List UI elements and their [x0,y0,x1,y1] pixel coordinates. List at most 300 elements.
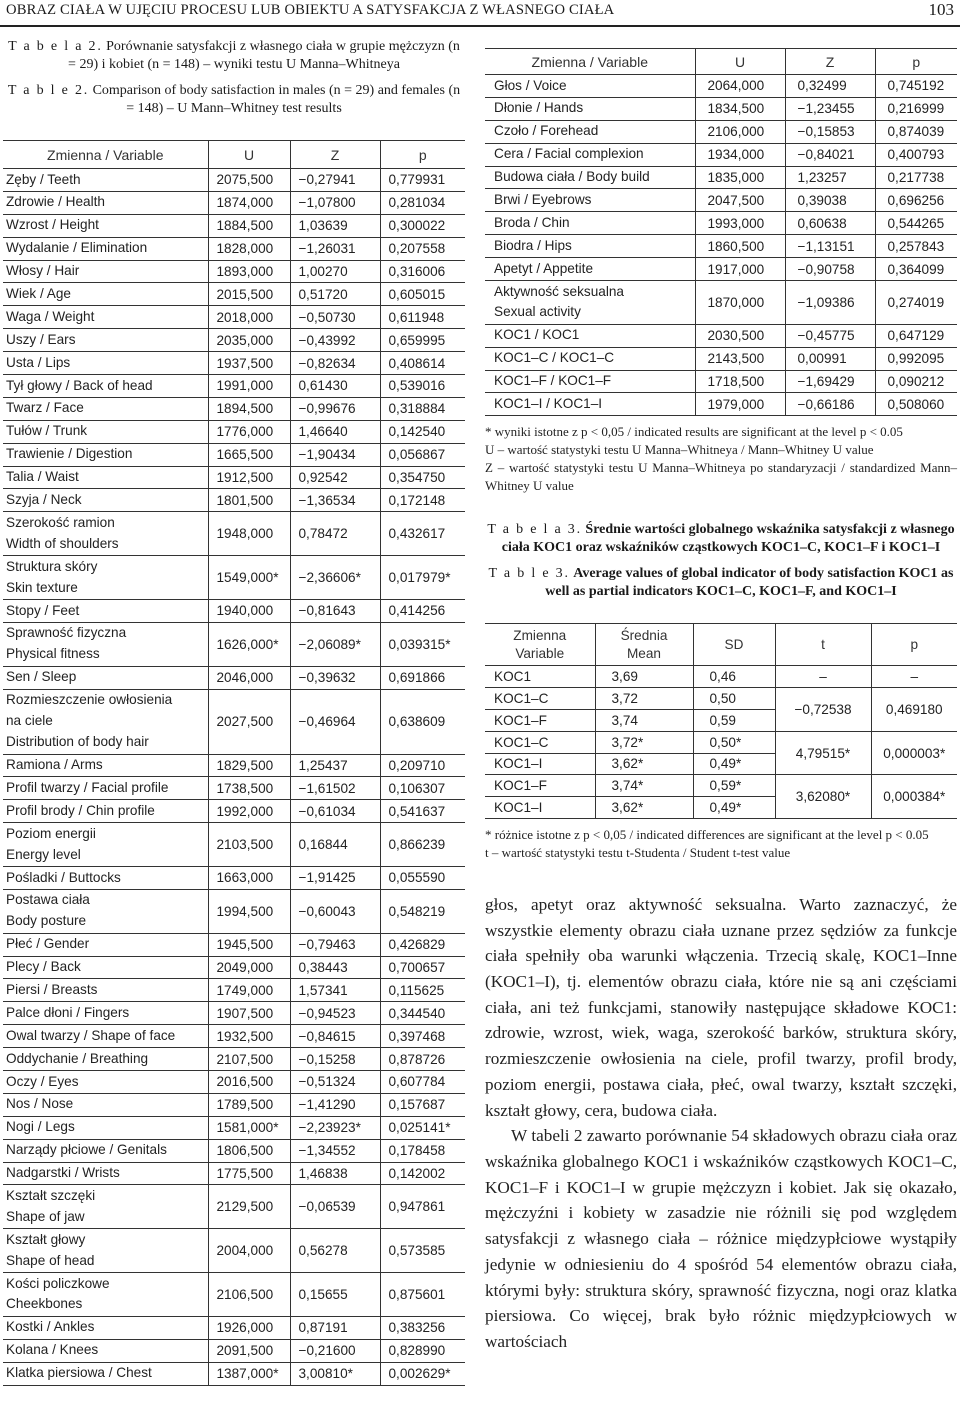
table-row [3,1339,465,1362]
table2-note: Z – wartość statystyki testu U Manna–Whitneya po standaryzacji / standardized Mann–Whitney U value [485,460,957,494]
cell-variable [3,1116,208,1139]
cell-p: 0,875601 [380,1273,465,1317]
cell-u: 2027,500 [208,689,290,754]
cell-variable [485,97,695,120]
cell-u: 1994,500 [208,889,290,933]
table-row [3,1093,465,1116]
table-row [3,1362,465,1385]
cell-p: 0,947861 [380,1185,465,1229]
cell-p: 0,426829 [380,933,465,956]
table-row [3,466,465,489]
table-row [485,97,957,120]
cell-p: 0,209710 [380,754,465,777]
cell-variable-line: Shape of jaw [6,1208,85,1224]
cell-variable [3,1162,208,1185]
col-header-variable-en: Variable [515,645,565,661]
cell-p: 0,866239 [380,823,465,867]
cell-variable-line: Tułów / Trunk [6,423,88,439]
col-header-variable-pl: Zmienna [513,627,567,643]
cell-variable [3,237,208,260]
cell-variable-line: Sprawność fizyczna [6,625,127,641]
cell-z: −0,84021 [785,143,875,166]
cell-z: −0,39632 [290,666,380,689]
table-row [3,689,465,754]
cell-variable: KOC1 [485,666,595,688]
cell-z: 3,00810* [290,1362,380,1385]
cell-u: 2046,000 [208,666,290,689]
table-row [3,1048,465,1071]
cell-t: 3,62080* [775,775,871,819]
cell-mean: 3,74 [595,709,693,731]
cell-p: 0,508060 [875,393,957,416]
cell-z: 1,57341 [290,979,380,1002]
cell-z: −0,51324 [290,1071,380,1094]
table-row [485,370,957,393]
cell-p: 0,638609 [380,689,465,754]
cell-variable-line: Kostki / Ankles [6,1319,95,1335]
table-row [3,754,465,777]
cell-u: 1828,000 [208,237,290,260]
cell-p: 0,659995 [380,329,465,352]
table-row [3,1025,465,1048]
col-header-u: U [695,49,785,75]
cell-variable [485,212,695,235]
table-row [3,823,465,867]
cell-p: 0,056867 [380,443,465,466]
cell-variable [3,489,208,512]
cell-variable-line: Nadgarstki / Wrists [6,1165,120,1181]
cell-u: 1835,000 [695,166,785,189]
cell-z: −1,41290 [290,1093,380,1116]
cell-sd: 0,59 [693,709,775,731]
cell-mean: 3,72 [595,688,693,710]
table3 [485,623,957,819]
cell-variable-line: Szerokość ramion [6,514,115,530]
cell-variable-line: Profil twarzy / Facial profile [6,779,169,795]
cell-variable-line: Stopy / Feet [6,602,80,618]
cell-variable-line: Kości policzkowe [6,1275,110,1291]
table-row [3,979,465,1002]
cell-u: 1665,500 [208,443,290,466]
cell-variable [3,329,208,352]
cell-u: 1549,000* [208,556,290,600]
cell-variable [3,689,208,754]
cell-variable [485,393,695,416]
table3-caption-pl [485,521,957,557]
table-row [485,666,957,688]
cell-z: −0,99676 [290,397,380,420]
cell-variable [3,754,208,777]
table-row [485,688,957,710]
cell-sd: 0,50* [693,731,775,753]
cell-variable-line: Wzrost / Height [6,217,99,233]
table-row [3,260,465,283]
cell-z: 1,46640 [290,420,380,443]
cell-variable-line: Cera / Facial complexion [494,146,644,162]
cell-z: −1,09386 [785,281,875,325]
table2-caption-en-text: Comparison of body satisfaction in males (n = 29) and females (n = 148) – U Mann–Whitney test results [92,83,461,116]
cell-p: 0,274019 [875,281,957,325]
table-row [3,800,465,823]
cell-variable [485,189,695,212]
cell-variable-line: Width of shoulders [6,535,119,551]
cell-variable-line: Klatka piersiowa / Chest [6,1365,152,1381]
cell-variable-line: Kształt szczęki [6,1188,96,1204]
table-row [485,166,957,189]
col-header-mean-pl: Średnia [620,627,668,643]
cell-z: −1,13151 [785,235,875,258]
cell-p: 0,647129 [875,324,957,347]
cell-variable: KOC1–F [485,775,595,797]
cell-p: 0,607784 [380,1071,465,1094]
cell-p: 0,000384* [871,775,957,819]
cell-variable [485,347,695,370]
cell-z: −0,79463 [290,933,380,956]
cell-variable [485,281,695,325]
cell-variable-line: Oczy / Eyes [6,1073,79,1089]
cell-mean: 3,62* [595,797,693,819]
cell-p: 0,469180 [871,688,957,732]
cell-variable-line: Rozmieszczenie owłosienia [6,692,173,708]
cell-variable-line: KOC1–F / KOC1–F [494,373,612,389]
cell-variable [3,512,208,556]
cell-u: 2018,000 [208,306,290,329]
table3-note: t – wartość statystyki testu t-Studenta / Student t-test value [485,844,791,860]
cell-variable-line: KOC1–I / KOC1–I [494,396,603,412]
col-header-mean-en: Mean [626,645,661,661]
table-row [3,306,465,329]
table-row [3,512,465,556]
cell-u: 2047,500 [695,189,785,212]
table-row [3,169,465,192]
cell-variable [3,169,208,192]
cell-p: 0,992095 [875,347,957,370]
cell-variable-line: Uszy / Ears [6,331,76,347]
table2-notes [485,423,957,495]
table-row [3,237,465,260]
cell-variable [3,666,208,689]
cell-variable [3,1002,208,1025]
cell-variable: KOC1–C [485,688,595,710]
cell-variable [3,823,208,867]
cell-z: −2,23923* [290,1116,380,1139]
cell-u: 2106,000 [695,120,785,143]
table-row [3,1229,465,1273]
cell-t: – [775,666,871,688]
table-row [3,283,465,306]
cell-z: 0,78472 [290,512,380,556]
cell-variable-line: Broda / Chin [494,214,570,230]
cell-p: 0,216999 [875,97,957,120]
cell-sd: 0,50 [693,688,775,710]
cell-variable [3,1048,208,1071]
cell-mean: 3,62* [595,753,693,775]
cell-z: 0,32499 [785,75,875,98]
table-row [3,556,465,600]
cell-variable [485,166,695,189]
cell-variable-line: Sexual activity [494,304,581,320]
cell-variable-line: Poziom energii [6,825,96,841]
running-title: OBRAZ CIAŁA W UJĘCIU PROCESU LUB OBIEKTU A SATYSFAKCJA Z WŁASNEGO CIAŁA [6,2,615,18]
cell-p: 0,573585 [380,1229,465,1273]
cell-z: −0,06539 [290,1185,380,1229]
cell-variable-line: Tył głowy / Back of head [6,377,153,393]
cell-variable [3,800,208,823]
cell-z: −0,61034 [290,800,380,823]
cell-z: −0,66186 [785,393,875,416]
col-header-z: Z [785,49,875,75]
cell-p: 0,344540 [380,1002,465,1025]
col-header-p: p [871,624,957,666]
cell-u: 1870,000 [695,281,785,325]
cell-z: −0,94523 [290,1002,380,1025]
cell-variable [3,283,208,306]
cell-p: 0,541637 [380,800,465,823]
cell-variable-line: Twarz / Face [6,400,84,416]
table-row [485,775,957,797]
col-header-p: p [875,49,957,75]
cell-mean: 3,72* [595,731,693,753]
cell-z: 0,61430 [290,375,380,398]
cell-u: 1874,000 [208,191,290,214]
table2-header-row [485,49,957,75]
table-row [485,120,957,143]
cell-u: 2107,500 [208,1048,290,1071]
col-header-p: p [380,141,465,169]
cell-mean: 3,69 [595,666,693,688]
table2-caption-pl-label: T a b e l a 2. [8,39,103,54]
cell-p: 0,696256 [875,189,957,212]
cell-u: 2016,500 [208,1071,290,1094]
table3-caption-en-text: Average values of global indicator of body satisfaction KOC1 as well as partial indicators KOC1–C, KOC1–F, and KOC1–I [545,566,954,600]
cell-p: 0,383256 [380,1316,465,1339]
cell-z: −0,27941 [290,169,380,192]
cell-variable [3,260,208,283]
cell-z: −1,23455 [785,97,875,120]
cell-variable [3,420,208,443]
cell-variable: KOC1–F [485,709,595,731]
cell-variable-line: Zęby / Teeth [6,171,81,187]
cell-z: 0,39038 [785,189,875,212]
cell-variable-line: KOC1–C / KOC1–C [494,350,615,366]
cell-p: 0,364099 [875,258,957,281]
table2-left [3,140,465,1386]
cell-z: −1,69429 [785,370,875,393]
table-row [485,258,957,281]
col-header-t: t [775,624,871,666]
page-number: 103 [928,0,954,19]
cell-variable [485,75,695,98]
cell-u: 1917,000 [695,258,785,281]
cell-u: 2064,000 [695,75,785,98]
cell-z: −0,15258 [290,1048,380,1071]
cell-p: 0,172148 [380,489,465,512]
body-paragraph: głos, apetyt oraz aktywność seksualna. Warto zaznaczyć, że wszystkie elementy obrazu ciała uznane przez sędziów za funkcje ciała spełniły oba warunki włączenia. Trzecią skalę, KOC1–Inne (KOC1–I), tj. elementów obrazu ciała, które nie są ani częściami ciała, ani też funkcjami, stanowiły następujące składowe KOC1: zdrowie, wzrost, wiek, waga, szerokość barków, struktura skóry, rozmieszczenie owłosienia na ciele, profil twarzy, profil brody, poziom energii, postawa ciała, płeć, owal twarzy, kształt szczęki, kształt głowy, cera, budowa ciała. [485,894,957,1120]
cell-u: 1829,500 [208,754,290,777]
right-column [485,48,957,1355]
cell-variable [3,979,208,1002]
cell-u: 1894,500 [208,397,290,420]
cell-p: 0,039315* [380,622,465,666]
cell-u: 2030,500 [695,324,785,347]
cell-p: 0,055590 [380,867,465,890]
cell-z: −1,07800 [290,191,380,214]
cell-z: 1,23257 [785,166,875,189]
cell-p: 0,157687 [380,1093,465,1116]
cell-sd: 0,59* [693,775,775,797]
cell-variable-line: Głos / Voice [494,77,567,93]
cell-variable-line: Włosy / Hair [6,263,80,279]
table-row [3,1002,465,1025]
cell-sd: 0,49* [693,797,775,819]
cell-z: 1,00270 [290,260,380,283]
cell-u: 2106,500 [208,1273,290,1317]
cell-p: 0,115625 [380,979,465,1002]
cell-variable-line: Oddychanie / Breathing [6,1050,149,1066]
cell-p: 0,281034 [380,191,465,214]
cell-variable-line: Narządy płciowe / Genitals [6,1142,167,1158]
cell-variable-line: Kolana / Knees [6,1342,99,1358]
cell-variable [3,777,208,800]
cell-variable [3,191,208,214]
body-text [485,892,957,1355]
cell-u: 1932,500 [208,1025,290,1048]
table2-right [485,48,957,416]
cell-variable-line: Czoło / Forehead [494,123,599,139]
cell-variable-line: Distribution of body hair [6,733,149,749]
table-row [485,393,957,416]
cell-u: 1948,000 [208,512,290,556]
cell-z: −1,34552 [290,1139,380,1162]
cell-t: 4,79515* [775,731,871,775]
cell-p: 0,002629* [380,1362,465,1385]
table-row [3,214,465,237]
table-row [3,1273,465,1317]
cell-p: 0,611948 [380,306,465,329]
cell-z: 0,51720 [290,283,380,306]
cell-z: −1,26031 [290,237,380,260]
cell-variable-line: Apetyt / Appetite [494,260,593,276]
cell-variable [3,1093,208,1116]
cell-z: 0,60638 [785,212,875,235]
table-row [485,281,957,325]
cell-u: 2015,500 [208,283,290,306]
cell-variable-line: Kształt głowy [6,1231,86,1247]
cell-variable-line: Płeć / Gender [6,936,90,952]
table3-caption-pl-text: Średnie wartości globalnego wskaźnika satysfakcji z własnego ciała KOC1 oraz wskaźników cząstkowych KOC1–C, KOC1–F i KOC1–I [501,522,955,556]
table3-caption-en [485,565,957,601]
table-row [3,622,465,666]
cell-variable-line: Zdrowie / Health [6,194,105,210]
table2-note: * wyniki istotne z p < 0,05 / indicated results are significant at the level p < 0.05 [485,424,903,440]
table-row [3,777,465,800]
cell-z: 0,15655 [290,1273,380,1317]
cell-variable [3,466,208,489]
cell-variable-line: Cheekbones [6,1296,83,1312]
cell-variable [3,599,208,622]
cell-variable-line: Wydalanie / Elimination [6,240,148,256]
cell-mean: 3,74* [595,775,693,797]
cell-z: 0,16844 [290,823,380,867]
cell-variable-line: Body posture [6,913,87,929]
table-row [3,1185,465,1229]
cell-p: 0,397468 [380,1025,465,1048]
cell-p: 0,316006 [380,260,465,283]
cell-z: −2,06089* [290,622,380,666]
cell-z: −0,90758 [785,258,875,281]
cell-u: 1893,000 [208,260,290,283]
table-row [3,1162,465,1185]
col-header-variable: Zmienna / Variable [485,49,695,75]
cell-p: 0,544265 [875,212,957,235]
cell-p: 0,878726 [380,1048,465,1071]
table-row [3,867,465,890]
cell-p: 0,300022 [380,214,465,237]
cell-z: 1,25437 [290,754,380,777]
cell-u: 1834,500 [695,97,785,120]
cell-variable-line: Talia / Waist [6,469,79,485]
cell-p: 0,691866 [380,666,465,689]
cell-variable [3,1362,208,1385]
cell-p: 0,414256 [380,599,465,622]
table3-notes [485,826,957,862]
table-row [3,375,465,398]
cell-z: −2,36606* [290,556,380,600]
cell-variable-line: Pośladki / Buttocks [6,869,121,885]
table-row [485,235,957,258]
cell-variable: KOC1–I [485,753,595,775]
cell-z: −0,84615 [290,1025,380,1048]
cell-u: 1806,500 [208,1139,290,1162]
cell-z: −1,36534 [290,489,380,512]
cell-p: 0,400793 [875,143,957,166]
cell-variable-line: Struktura skóry [6,558,98,574]
cell-variable-line: Usta / Lips [6,354,71,370]
cell-variable-line: Plecy / Back [6,959,81,975]
body-paragraph: W tabeli 2 zawarto porównanie 54 składowych obrazu ciała oraz wskaźnika globalnego KOC1 i wskaźników cząstkowych KOC1–C, KOC1–F i KOC1–I w grupie mężczyzn i kobiet. Jak się okazało, mężczyźni i kobiety w zasadzie nie różnili się pod względem satysfakcji z własnego ciała – różnice międzypłciowe wystąpiły jedynie w odniesieniu do 4 spośród 54 elementów obrazu ciała, którymi były: struktura skóry, sprawność fizyczna, nogi oraz klatka piersiowa. Co więcej, brak było różnic międzypłciowych w wartościach [485,1126,957,1351]
table-row [485,189,957,212]
table-row [3,956,465,979]
table-row [485,731,957,753]
cell-t: −0,72538 [775,688,871,732]
table2-caption-pl-text: Porównanie satysfakcji z własnego ciała w grupie mężczyzn (n = 29) i kobiet (n = 148) – wyniki testu U Manna–Whitneya [68,39,460,72]
cell-z: −0,60043 [290,889,380,933]
table-row [3,1139,465,1162]
table-row [3,1116,465,1139]
cell-u: 1776,000 [208,420,290,443]
table-row [485,324,957,347]
table-row [3,397,465,420]
col-header-sd: SD [693,624,775,666]
cell-u: 2091,500 [208,1339,290,1362]
table-row [485,75,957,98]
cell-u: 2129,500 [208,1185,290,1229]
cell-variable-line: Waga / Weight [6,308,95,324]
cell-variable [3,306,208,329]
cell-variable: KOC1–C [485,731,595,753]
cell-u: 1991,000 [208,375,290,398]
cell-u: 1801,500 [208,489,290,512]
cell-u: 1937,500 [208,352,290,375]
cell-p: 0,207558 [380,237,465,260]
cell-u: 1993,000 [695,212,785,235]
cell-p: 0,257843 [875,235,957,258]
cell-p: 0,017979* [380,556,465,600]
cell-z: −1,61502 [290,777,380,800]
cell-u: 2103,500 [208,823,290,867]
col-header-z: Z [290,141,380,169]
table2-header-row [3,141,465,169]
